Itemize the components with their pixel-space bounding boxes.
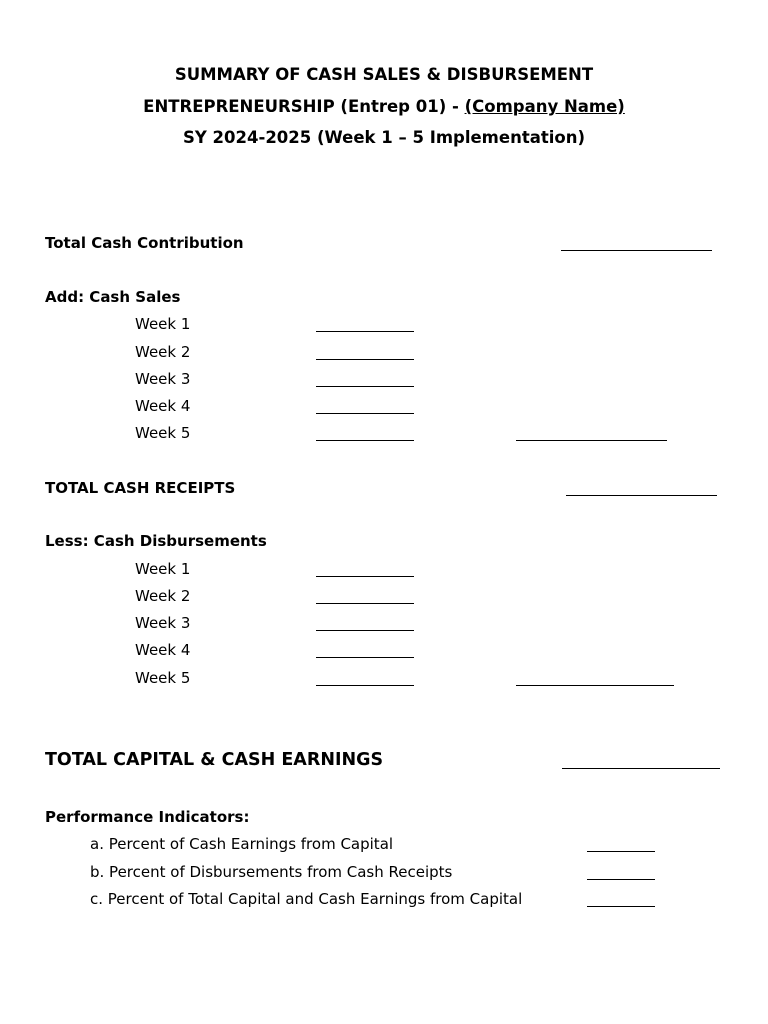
sales-week-2-label: Week 2 xyxy=(135,343,191,361)
total-cash-receipts-label: TOTAL CASH RECEIPTS xyxy=(45,479,236,497)
cash-disbursements-label: Less: Cash Disbursements xyxy=(45,532,267,550)
indicator-a-label: a. Percent of Cash Earnings from Capital xyxy=(90,835,394,853)
disb-week-3-label: Week 3 xyxy=(135,614,191,632)
sales-week-1-blank[interactable] xyxy=(316,331,414,332)
sales-week-5-label: Week 5 xyxy=(135,424,191,442)
total-cash-contribution-blank[interactable] xyxy=(561,250,712,251)
indicator-b-blank[interactable] xyxy=(587,879,655,880)
indicator-c-label: c. Percent of Total Capital and Cash Earnings from Capital xyxy=(90,890,523,908)
sales-week-2-blank[interactable] xyxy=(316,359,414,360)
disb-week-5-blank[interactable] xyxy=(316,685,414,686)
title-line-1: SUMMARY OF CASH SALES & DISBURSEMENT xyxy=(174,65,594,84)
sales-week-1-label: Week 1 xyxy=(135,315,191,333)
disb-week-4-label: Week 4 xyxy=(135,641,191,659)
disb-week-5-label: Week 5 xyxy=(135,669,191,687)
subject-label: ENTREPRENEURSHIP (Entrep 01) - xyxy=(143,97,465,116)
disb-week-1-blank[interactable] xyxy=(316,576,414,577)
total-capital-earnings-blank[interactable] xyxy=(562,768,720,769)
disb-week-1-label: Week 1 xyxy=(135,560,191,578)
performance-indicators-label: Performance Indicators: xyxy=(45,808,250,826)
cash-sales-total-blank[interactable] xyxy=(516,440,667,441)
disb-week-2-blank[interactable] xyxy=(316,603,414,604)
cash-sales-label: Add: Cash Sales xyxy=(45,288,181,306)
disb-week-2-label: Week 2 xyxy=(135,587,191,605)
indicator-a-blank[interactable] xyxy=(587,851,655,852)
company-name-placeholder: (Company Name) xyxy=(464,97,625,116)
indicator-b-label: b. Percent of Disbursements from Cash Receipts xyxy=(90,863,453,881)
title-line-2 xyxy=(0,97,768,116)
cash-disbursements-total-blank[interactable] xyxy=(516,685,674,686)
title-line-3: SY 2024-2025 (Week 1 – 5 Implementation) xyxy=(182,128,586,147)
sales-week-4-blank[interactable] xyxy=(316,413,414,414)
sales-week-3-label: Week 3 xyxy=(135,370,191,388)
total-cash-receipts-blank[interactable] xyxy=(566,495,717,496)
total-cash-contribution-label: Total Cash Contribution xyxy=(45,234,244,252)
sales-week-4-label: Week 4 xyxy=(135,397,191,415)
total-capital-earnings-label: TOTAL CAPITAL & CASH EARNINGS xyxy=(45,750,384,770)
disb-week-4-blank[interactable] xyxy=(316,657,414,658)
disb-week-3-blank[interactable] xyxy=(316,630,414,631)
indicator-c-blank[interactable] xyxy=(587,906,655,907)
sales-week-5-blank[interactable] xyxy=(316,440,414,441)
sales-week-3-blank[interactable] xyxy=(316,386,414,387)
